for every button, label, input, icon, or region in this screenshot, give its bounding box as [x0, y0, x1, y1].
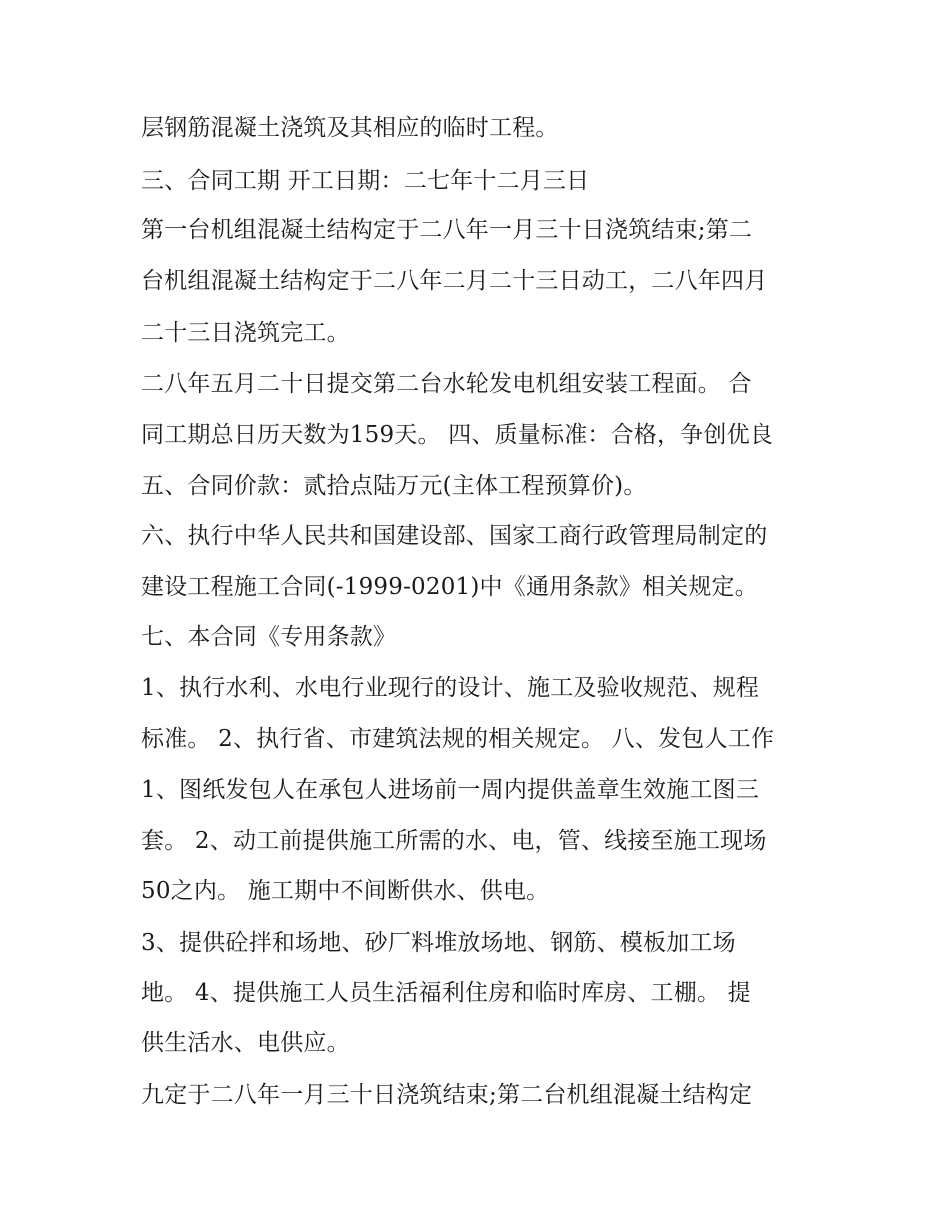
- text-line: 七、本合同《专用条款》: [141, 624, 397, 650]
- text-line: 标准。 2、执行省、市建筑法规的相关规定。 八、发包人工作: [141, 726, 775, 752]
- text-line: 二八年五月二十日提交第二台水轮发电机组安装工程面。 合: [141, 371, 752, 397]
- text-line: 九定于二八年一月三十日浇筑结束;第二台机组混凝土结构定: [141, 1082, 753, 1108]
- text-line: 第一台机组混凝土结构定于二八年一月三十日浇筑结束;第二: [141, 217, 753, 243]
- text-line: 二十三日浇筑完工。: [141, 320, 350, 346]
- text-line: 台机组混凝土结构定于二八年二月二十三日动工，二八年四月: [141, 268, 768, 294]
- text-line: 六、执行中华人民共和国建设部、国家工商行政管理局制定的: [141, 523, 768, 549]
- text-line: 50之内。 施工期中不间断供水、供电。: [141, 878, 550, 904]
- text-line: 层钢筋混凝土浇筑及其相应的临时工程。: [141, 115, 559, 141]
- text-line: 3、提供砼拌和场地、砂厂料堆放场地、钢筋、模板加工场: [141, 930, 736, 956]
- text-line: 地。 4、提供施工人员生活福利住房和临时库房、工棚。 提: [141, 980, 751, 1006]
- text-line: 套。 2、动工前提供施工所需的水、电，管、线接至施工现场: [141, 828, 767, 854]
- text-line: 供生活水、电供应。: [141, 1030, 350, 1056]
- text-line: 1、执行水利、水电行业现行的设计、施工及验收规范、规程: [141, 675, 760, 701]
- text-line: 五、合同价款：贰拾点陆万元(主体工程预算价)。: [141, 473, 647, 499]
- text-line: 建设工程施工合同(-1999-0201)中《通用条款》相关规定。: [141, 574, 758, 600]
- text-line: 1、图纸发包人在承包人进场前一周内提供盖章生效施工图三: [141, 777, 760, 803]
- text-line: 三、合同工期 开工日期：二七年十二月三日: [141, 168, 590, 194]
- text-line: 同工期总日历天数为159天。 四、质量标准：合格，争创优良: [141, 422, 774, 448]
